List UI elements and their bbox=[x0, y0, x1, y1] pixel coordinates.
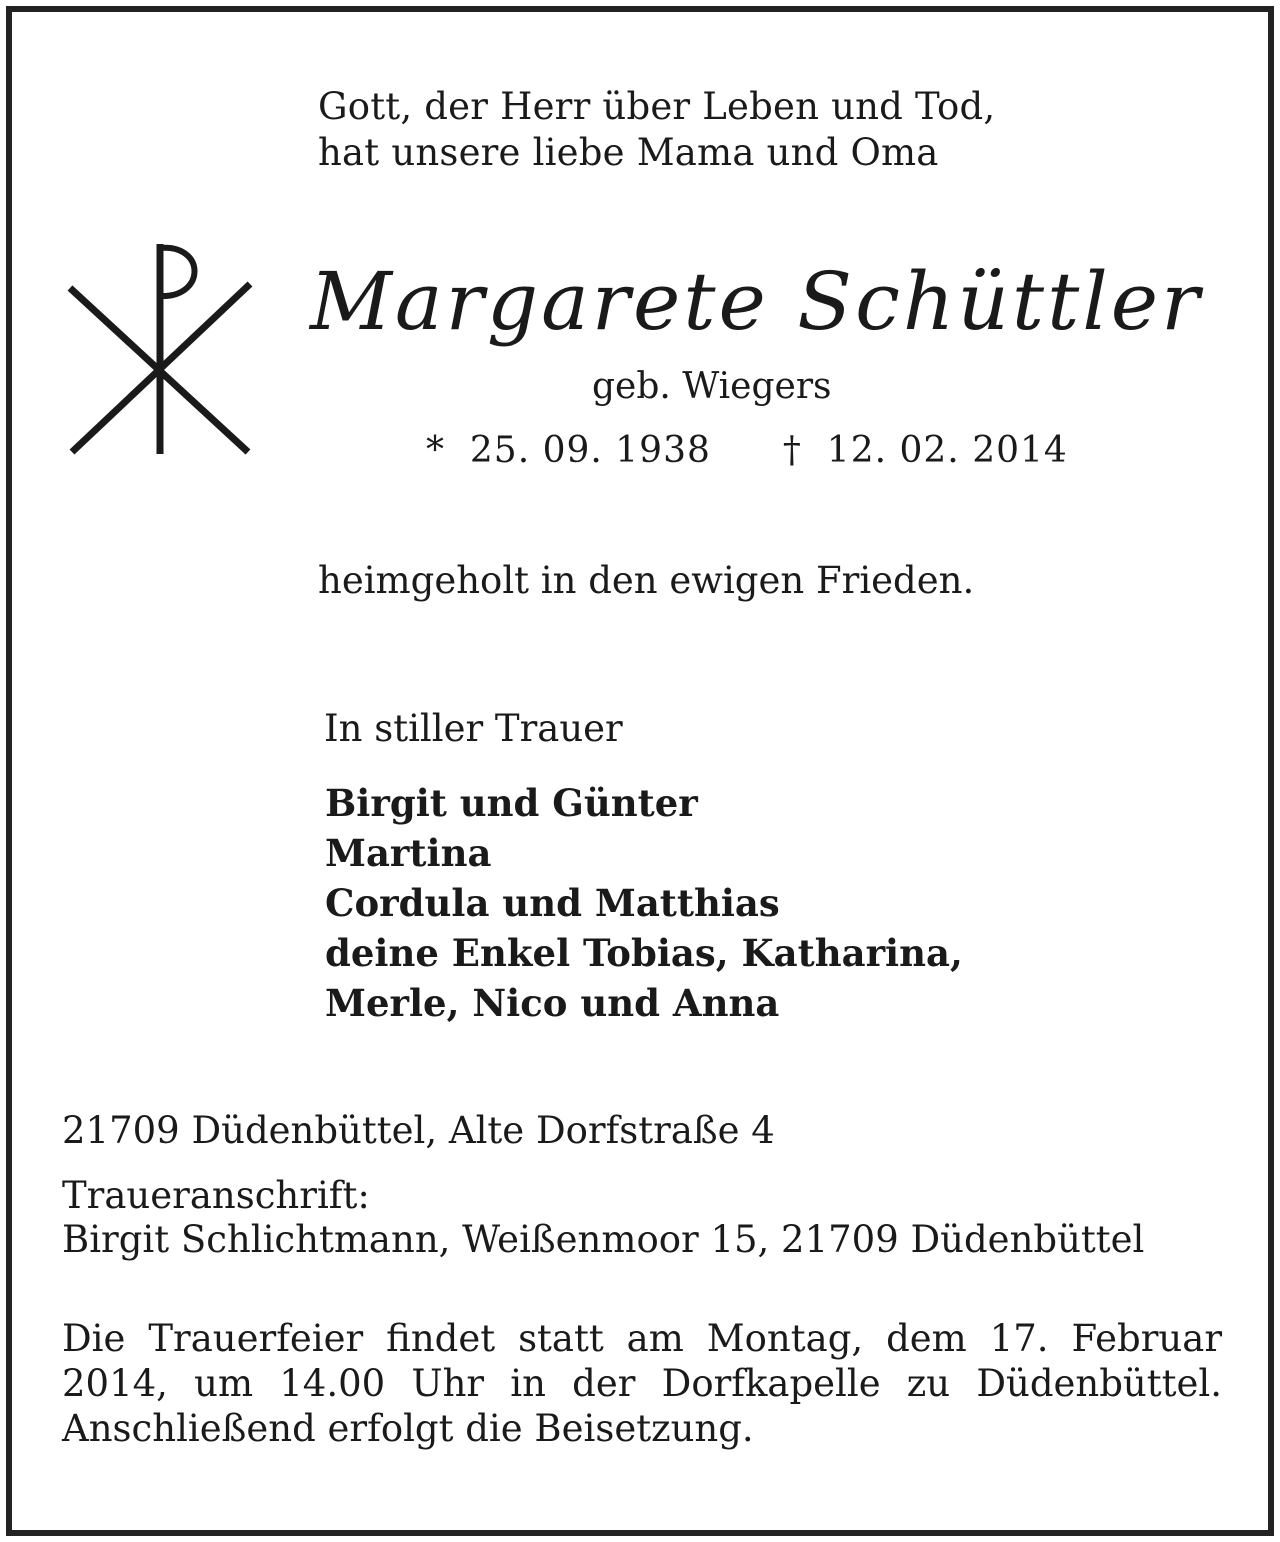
birth-symbol: * bbox=[426, 430, 445, 471]
intro-text bbox=[318, 84, 995, 176]
mourner-line: deine Enkel Tobias, Katharina, bbox=[325, 931, 963, 975]
ceremony-line-1: Die Trauerfeier findet statt am Montag, dem 17. Februar bbox=[62, 1317, 1222, 1360]
intro-line-2: hat unsere liebe Mama und Oma bbox=[318, 131, 939, 174]
mourners-list bbox=[325, 778, 963, 1028]
mourning-address bbox=[62, 1174, 1144, 1262]
mourning-address-value: Birgit Schlichtmann, Weißenmoor 15, 21709 Düdenbüttel bbox=[62, 1218, 1145, 1261]
ceremony-notice bbox=[62, 1316, 1222, 1451]
mourner-line: Martina bbox=[325, 831, 492, 875]
birth-date: 25. 09. 1938 bbox=[469, 430, 711, 471]
mourner-line: Merle, Nico und Anna bbox=[325, 981, 780, 1025]
maiden-name: geb. Wiegers bbox=[592, 366, 832, 407]
closing-phrase: heimgeholt in den ewigen Frieden. bbox=[318, 559, 975, 602]
mourner-line: Cordula und Matthias bbox=[325, 881, 780, 925]
life-dates bbox=[426, 428, 1068, 474]
obituary-frame bbox=[6, 6, 1274, 1536]
chi-rho-icon bbox=[64, 240, 258, 458]
mourning-address-label: Traueranschrift: bbox=[62, 1174, 370, 1217]
deceased-name: Margarete Schüttler bbox=[310, 255, 1203, 348]
mourning-heading: In stiller Trauer bbox=[324, 707, 623, 750]
death-symbol: † bbox=[782, 430, 802, 471]
mourner-line: Birgit und Günter bbox=[325, 781, 698, 825]
death-date: 12. 02. 2014 bbox=[826, 430, 1068, 471]
home-address: 21709 Düdenbüttel, Alte Dorfstraße 4 bbox=[62, 1109, 775, 1152]
intro-line-1: Gott, der Herr über Leben und Tod, bbox=[318, 85, 996, 128]
ceremony-line-2: 2014, um 14.00 Uhr in der Dorfkapelle zu Düdenbüttel. bbox=[62, 1362, 1222, 1405]
ceremony-line-3: Anschließend erfolgt die Beisetzung. bbox=[62, 1407, 754, 1450]
